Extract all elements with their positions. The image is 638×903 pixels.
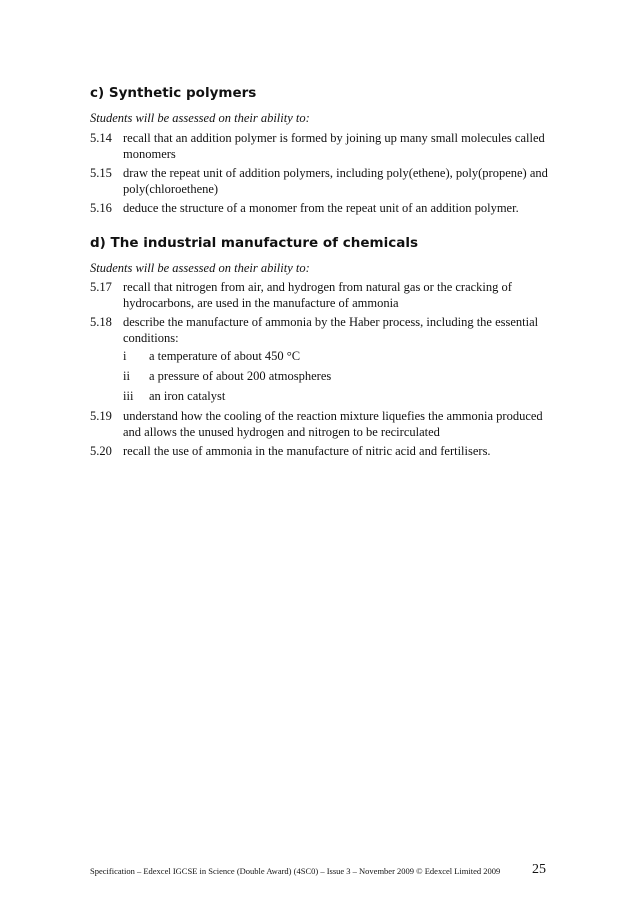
list-item: [90, 280, 550, 311]
condition-number: iii: [123, 389, 134, 403]
item-number: 5.20: [90, 444, 112, 458]
condition-text: an iron catalyst: [149, 389, 226, 403]
item-text: deduce the structure of a monomer from the repeat unit of an addition polymer.: [123, 201, 519, 215]
item-number: 5.17: [90, 280, 112, 294]
item-text: recall the use of ammonia in the manufacture of nitric acid and fertilisers.: [123, 444, 491, 458]
item-number: 5.18: [90, 315, 112, 329]
list-item: [90, 444, 550, 460]
item-text: understand how the cooling of the reaction mixture liquefies the ammonia produced and allows the unused hydrogen and nitrogen to be recirculated: [123, 409, 543, 439]
item-text: describe the manufacture of ammonia by the Haber process, including the essential conditions:: [123, 315, 539, 345]
section-intro: Students will be assessed on their ability to:: [90, 261, 310, 275]
condition-item: [123, 389, 225, 405]
section-intro: Students will be assessed on their ability to:: [90, 111, 310, 125]
list-item: [90, 201, 550, 217]
condition-number: i: [123, 349, 127, 363]
list-item: [90, 131, 550, 162]
page-footer: Specification – Edexcel IGCSE in Science (Double Award) (4SC0) – Issue 3 – November 2009 © Edexcel Limited 2009: [90, 866, 501, 876]
condition-item: [123, 369, 331, 385]
item-number: 5.15: [90, 166, 112, 180]
condition-text: a temperature of about 450 °C: [149, 349, 301, 363]
item-number: 5.16: [90, 201, 112, 215]
item-number: 5.14: [90, 131, 112, 145]
item-text: recall that nitrogen from air, and hydrogen from natural gas or the cracking of hydrocarbons, are used in the manufacture of ammonia: [123, 280, 512, 310]
section-heading-synthetic-polymers: c) Synthetic polymers: [90, 85, 257, 101]
page-number: 25: [532, 862, 546, 877]
section-heading-industrial-manufacture: d) The industrial manufacture of chemicals: [90, 235, 418, 251]
item-text: recall that an addition polymer is formed by joining up many small molecules called monomers: [123, 131, 545, 161]
condition-item: [123, 349, 300, 365]
list-item: [90, 166, 550, 197]
item-number: 5.19: [90, 409, 112, 423]
condition-text: a pressure of about 200 atmospheres: [149, 369, 332, 383]
item-text: draw the repeat unit of addition polymers, including poly(ethene), poly(propene) and poly(chloroethene): [123, 166, 548, 196]
list-item: [90, 409, 550, 440]
condition-number: ii: [123, 369, 130, 383]
list-item: [90, 315, 550, 346]
